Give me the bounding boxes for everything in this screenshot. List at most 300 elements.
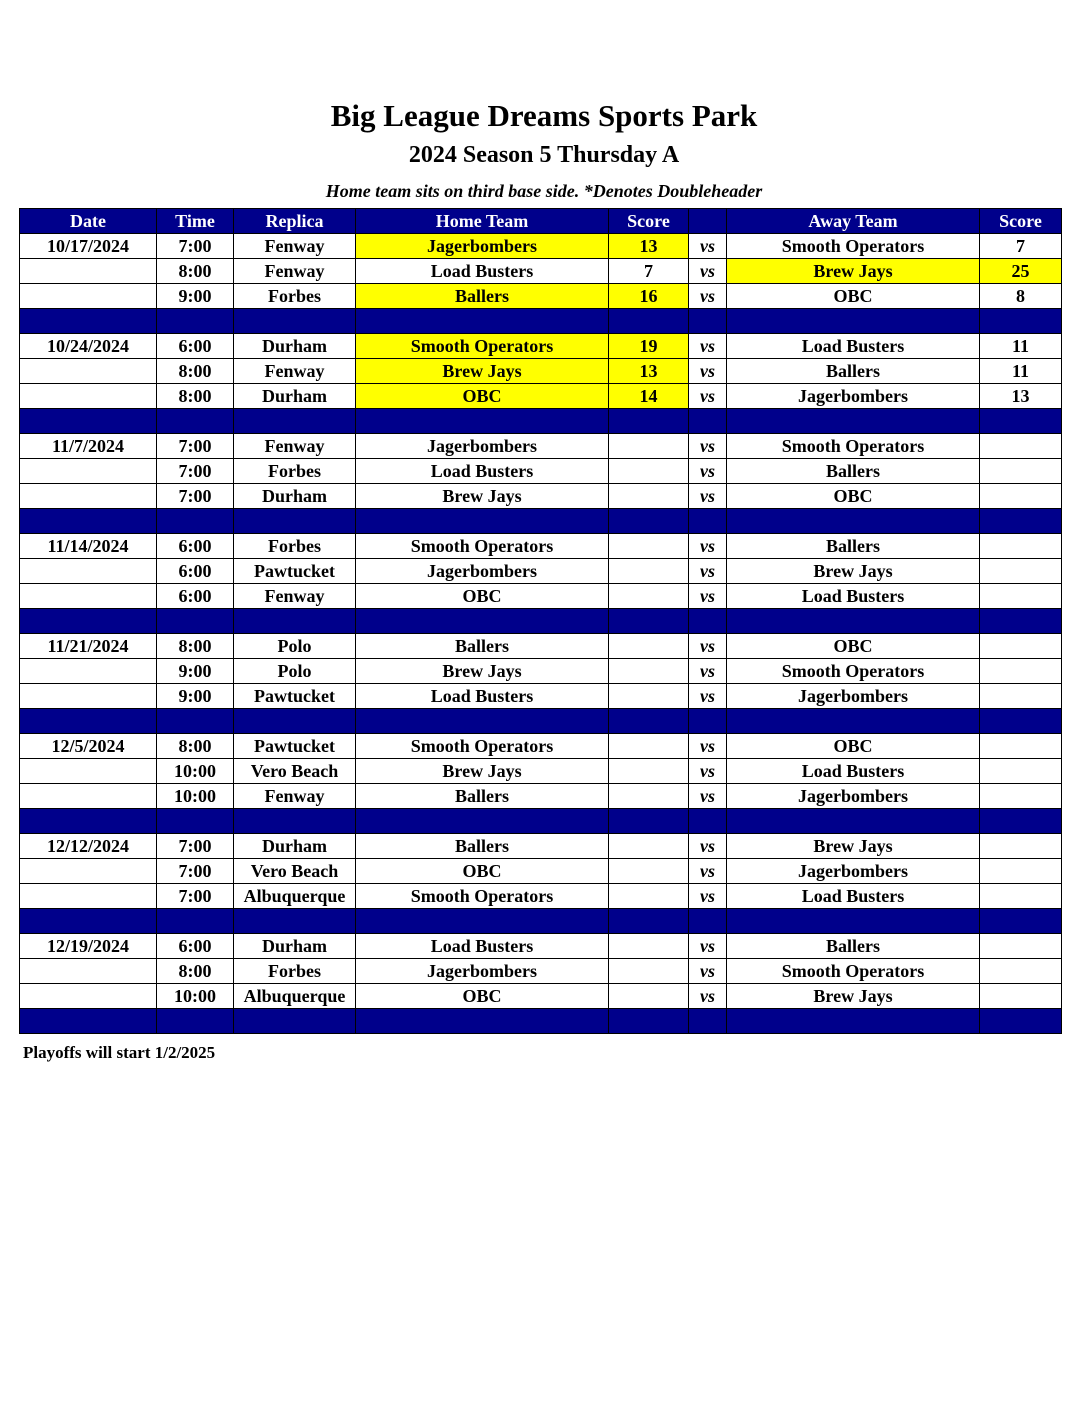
separator-cell — [689, 1009, 727, 1034]
time-cell: 7:00 — [157, 434, 234, 459]
home-score-cell — [609, 934, 689, 959]
home-team-cell: OBC — [356, 859, 609, 884]
separator-cell — [157, 909, 234, 934]
game-row — [20, 659, 1062, 684]
home-team-cell: Jagerbombers — [356, 959, 609, 984]
vs-cell: vs — [689, 259, 727, 284]
replica-cell: Polo — [234, 659, 356, 684]
away-score-cell: 11 — [980, 334, 1062, 359]
separator-cell — [157, 509, 234, 534]
time-cell: 9:00 — [157, 659, 234, 684]
col-time: Time — [157, 209, 234, 234]
separator-cell — [727, 809, 980, 834]
game-row — [20, 834, 1062, 859]
schedule-table — [19, 208, 1062, 1034]
away-team-cell: Smooth Operators — [727, 234, 980, 259]
home-team-cell: Brew Jays — [356, 359, 609, 384]
separator-cell — [609, 509, 689, 534]
time-cell: 7:00 — [157, 234, 234, 259]
home-score-cell — [609, 684, 689, 709]
time-cell: 6:00 — [157, 584, 234, 609]
home-score-cell — [609, 459, 689, 484]
home-team-cell: Load Busters — [356, 259, 609, 284]
time-cell: 8:00 — [157, 384, 234, 409]
vs-cell: vs — [689, 834, 727, 859]
replica-cell: Albuquerque — [234, 984, 356, 1009]
game-row — [20, 859, 1062, 884]
away-score-cell — [980, 534, 1062, 559]
separator-cell — [727, 909, 980, 934]
date-cell: 11/21/2024 — [20, 634, 157, 659]
date-cell — [20, 259, 157, 284]
replica-cell: Fenway — [234, 234, 356, 259]
date-cell: 10/17/2024 — [20, 234, 157, 259]
game-row — [20, 759, 1062, 784]
vs-cell: vs — [689, 859, 727, 884]
separator-cell — [234, 709, 356, 734]
away-team-cell: Brew Jays — [727, 834, 980, 859]
home-score-cell — [609, 734, 689, 759]
separator-cell — [609, 709, 689, 734]
replica-cell: Pawtucket — [234, 559, 356, 584]
separator-cell — [20, 709, 157, 734]
vs-cell: vs — [689, 284, 727, 309]
separator-cell — [609, 309, 689, 334]
away-team-cell: Load Busters — [727, 759, 980, 784]
week-separator-row — [20, 409, 1062, 434]
col-home-team: Home Team — [356, 209, 609, 234]
away-score-cell — [980, 884, 1062, 909]
date-cell: 11/14/2024 — [20, 534, 157, 559]
replica-cell: Forbes — [234, 459, 356, 484]
separator-cell — [689, 909, 727, 934]
away-score-cell — [980, 734, 1062, 759]
vs-cell: vs — [689, 484, 727, 509]
home-score-cell: 13 — [609, 359, 689, 384]
home-score-cell: 16 — [609, 284, 689, 309]
replica-cell: Fenway — [234, 784, 356, 809]
away-score-cell — [980, 659, 1062, 684]
replica-cell: Vero Beach — [234, 759, 356, 784]
time-cell: 7:00 — [157, 834, 234, 859]
game-row — [20, 484, 1062, 509]
away-team-cell: Brew Jays — [727, 984, 980, 1009]
away-score-cell — [980, 859, 1062, 884]
col-date: Date — [20, 209, 157, 234]
separator-cell — [356, 809, 609, 834]
replica-cell: Pawtucket — [234, 734, 356, 759]
vs-cell: vs — [689, 434, 727, 459]
separator-cell — [980, 409, 1062, 434]
home-team-cell: Load Busters — [356, 934, 609, 959]
vs-cell: vs — [689, 534, 727, 559]
away-team-cell: Ballers — [727, 359, 980, 384]
separator-cell — [980, 509, 1062, 534]
replica-cell: Durham — [234, 934, 356, 959]
date-cell — [20, 759, 157, 784]
separator-cell — [356, 1009, 609, 1034]
week-separator-row — [20, 1009, 1062, 1034]
separator-cell — [980, 709, 1062, 734]
game-row — [20, 259, 1062, 284]
away-team-cell: Smooth Operators — [727, 434, 980, 459]
away-score-cell: 25 — [980, 259, 1062, 284]
away-team-cell: OBC — [727, 734, 980, 759]
home-team-cell: Ballers — [356, 634, 609, 659]
away-score-cell — [980, 759, 1062, 784]
away-team-cell: Load Busters — [727, 334, 980, 359]
date-cell — [20, 459, 157, 484]
home-team-cell: Ballers — [356, 284, 609, 309]
away-score-cell: 8 — [980, 284, 1062, 309]
away-score-cell — [980, 959, 1062, 984]
replica-cell: Vero Beach — [234, 859, 356, 884]
home-team-cell: OBC — [356, 584, 609, 609]
away-team-cell: OBC — [727, 284, 980, 309]
playoffs-note: Playoffs will start 1/2/2025 — [23, 1043, 216, 1062]
vs-cell: vs — [689, 584, 727, 609]
away-team-cell: OBC — [727, 484, 980, 509]
away-score-cell — [980, 684, 1062, 709]
separator-cell — [20, 509, 157, 534]
week-separator-row — [20, 309, 1062, 334]
game-row — [20, 959, 1062, 984]
separator-cell — [20, 609, 157, 634]
time-cell: 8:00 — [157, 734, 234, 759]
separator-cell — [234, 809, 356, 834]
time-cell: 6:00 — [157, 334, 234, 359]
time-cell: 10:00 — [157, 784, 234, 809]
replica-cell: Albuquerque — [234, 884, 356, 909]
vs-cell: vs — [689, 934, 727, 959]
away-team-cell: OBC — [727, 634, 980, 659]
game-row — [20, 334, 1062, 359]
away-team-cell: Ballers — [727, 934, 980, 959]
game-row — [20, 434, 1062, 459]
game-row — [20, 534, 1062, 559]
date-cell: 12/12/2024 — [20, 834, 157, 859]
replica-cell: Polo — [234, 634, 356, 659]
separator-cell — [234, 409, 356, 434]
home-score-cell — [609, 584, 689, 609]
time-cell: 9:00 — [157, 684, 234, 709]
game-row — [20, 784, 1062, 809]
game-row — [20, 384, 1062, 409]
away-team-cell: Load Busters — [727, 884, 980, 909]
game-row — [20, 359, 1062, 384]
time-cell: 6:00 — [157, 934, 234, 959]
home-team-cell: Load Busters — [356, 459, 609, 484]
vs-cell: vs — [689, 959, 727, 984]
home-score-cell — [609, 759, 689, 784]
separator-cell — [980, 909, 1062, 934]
away-score-cell — [980, 984, 1062, 1009]
replica-cell: Durham — [234, 834, 356, 859]
home-team-cell: Load Busters — [356, 684, 609, 709]
home-score-cell: 14 — [609, 384, 689, 409]
home-score-cell — [609, 534, 689, 559]
home-score-cell: 7 — [609, 259, 689, 284]
time-cell: 9:00 — [157, 284, 234, 309]
replica-cell: Fenway — [234, 359, 356, 384]
away-score-cell — [980, 834, 1062, 859]
separator-cell — [20, 1009, 157, 1034]
week-separator-row — [20, 609, 1062, 634]
separator-cell — [609, 909, 689, 934]
away-team-cell: Jagerbombers — [727, 384, 980, 409]
away-score-cell: 7 — [980, 234, 1062, 259]
away-team-cell: Jagerbombers — [727, 684, 980, 709]
separator-cell — [689, 309, 727, 334]
separator-cell — [20, 809, 157, 834]
replica-cell: Durham — [234, 334, 356, 359]
vs-cell: vs — [689, 734, 727, 759]
separator-cell — [356, 909, 609, 934]
time-cell: 6:00 — [157, 534, 234, 559]
separator-cell — [234, 509, 356, 534]
vs-cell: vs — [689, 634, 727, 659]
home-score-cell — [609, 959, 689, 984]
away-score-cell: 13 — [980, 384, 1062, 409]
date-cell — [20, 859, 157, 884]
game-row — [20, 984, 1062, 1009]
away-score-cell — [980, 559, 1062, 584]
home-team-cell: Smooth Operators — [356, 534, 609, 559]
separator-cell — [234, 1009, 356, 1034]
separator-cell — [727, 309, 980, 334]
game-row — [20, 734, 1062, 759]
separator-cell — [609, 409, 689, 434]
separator-cell — [980, 609, 1062, 634]
home-team-cell: Ballers — [356, 784, 609, 809]
page-subtitle: 2024 Season 5 Thursday A — [408, 142, 680, 168]
time-cell: 10:00 — [157, 984, 234, 1009]
separator-cell — [20, 909, 157, 934]
week-separator-row — [20, 809, 1062, 834]
away-team-cell: Smooth Operators — [727, 659, 980, 684]
replica-cell: Pawtucket — [234, 684, 356, 709]
replica-cell: Durham — [234, 384, 356, 409]
away-score-cell — [980, 459, 1062, 484]
home-team-cell: Jagerbombers — [356, 234, 609, 259]
home-team-cell: Ballers — [356, 834, 609, 859]
away-score-cell — [980, 584, 1062, 609]
away-score-cell: 11 — [980, 359, 1062, 384]
replica-cell: Forbes — [234, 959, 356, 984]
date-cell — [20, 984, 157, 1009]
date-cell — [20, 384, 157, 409]
home-score-cell — [609, 484, 689, 509]
separator-cell — [609, 1009, 689, 1034]
home-team-cell: OBC — [356, 984, 609, 1009]
vs-cell: vs — [689, 984, 727, 1009]
col-home-score: Score — [609, 209, 689, 234]
time-cell: 7:00 — [157, 459, 234, 484]
col-away-score: Score — [980, 209, 1062, 234]
week-separator-row — [20, 509, 1062, 534]
separator-cell — [609, 609, 689, 634]
date-cell — [20, 559, 157, 584]
time-cell: 6:00 — [157, 559, 234, 584]
date-cell: 12/19/2024 — [20, 934, 157, 959]
away-score-cell — [980, 784, 1062, 809]
separator-cell — [980, 309, 1062, 334]
separator-cell — [727, 409, 980, 434]
week-separator-row — [20, 909, 1062, 934]
time-cell: 8:00 — [157, 959, 234, 984]
time-cell: 7:00 — [157, 884, 234, 909]
vs-cell: vs — [689, 684, 727, 709]
vs-cell: vs — [689, 234, 727, 259]
game-row — [20, 684, 1062, 709]
separator-cell — [157, 809, 234, 834]
away-team-cell: Brew Jays — [727, 559, 980, 584]
separator-cell — [727, 509, 980, 534]
header-row — [20, 209, 1062, 234]
time-cell: 8:00 — [157, 634, 234, 659]
home-team-cell: Smooth Operators — [356, 734, 609, 759]
time-cell: 7:00 — [157, 484, 234, 509]
date-cell: 12/5/2024 — [20, 734, 157, 759]
separator-cell — [609, 809, 689, 834]
home-team-cell: Brew Jays — [356, 659, 609, 684]
home-score-cell — [609, 834, 689, 859]
away-team-cell: Ballers — [727, 534, 980, 559]
vs-cell: vs — [689, 784, 727, 809]
separator-cell — [356, 409, 609, 434]
separator-cell — [356, 509, 609, 534]
away-team-cell: Brew Jays — [727, 259, 980, 284]
page-title: Big League Dreams Sports Park — [330, 98, 758, 133]
away-score-cell — [980, 484, 1062, 509]
separator-cell — [234, 909, 356, 934]
separator-cell — [157, 709, 234, 734]
home-score-cell: 19 — [609, 334, 689, 359]
schedule-body — [20, 234, 1062, 1034]
separator-cell — [980, 1009, 1062, 1034]
game-row — [20, 934, 1062, 959]
away-team-cell: Jagerbombers — [727, 859, 980, 884]
home-team-cell: Jagerbombers — [356, 434, 609, 459]
date-cell: 10/24/2024 — [20, 334, 157, 359]
date-cell — [20, 484, 157, 509]
date-cell — [20, 784, 157, 809]
away-team-cell: Smooth Operators — [727, 959, 980, 984]
away-score-cell — [980, 434, 1062, 459]
week-separator-row — [20, 709, 1062, 734]
replica-cell: Fenway — [234, 259, 356, 284]
separator-cell — [356, 609, 609, 634]
home-team-cell: Jagerbombers — [356, 559, 609, 584]
home-score-cell — [609, 984, 689, 1009]
vs-cell: vs — [689, 359, 727, 384]
col-vs — [689, 209, 727, 234]
time-cell: 7:00 — [157, 859, 234, 884]
home-team-cell: Brew Jays — [356, 759, 609, 784]
separator-cell — [689, 809, 727, 834]
separator-cell — [727, 709, 980, 734]
vs-cell: vs — [689, 659, 727, 684]
date-cell — [20, 684, 157, 709]
vs-cell: vs — [689, 884, 727, 909]
date-cell — [20, 959, 157, 984]
vs-cell: vs — [689, 334, 727, 359]
date-cell — [20, 359, 157, 384]
home-score-cell: 13 — [609, 234, 689, 259]
separator-cell — [689, 609, 727, 634]
game-row — [20, 559, 1062, 584]
time-cell: 8:00 — [157, 359, 234, 384]
home-team-cell: Brew Jays — [356, 484, 609, 509]
game-row — [20, 234, 1062, 259]
time-cell: 10:00 — [157, 759, 234, 784]
away-score-cell — [980, 634, 1062, 659]
away-score-cell — [980, 934, 1062, 959]
doubleheader-note: Home team sits on third base side. *Denotes Doubleheader — [325, 181, 763, 201]
separator-cell — [157, 409, 234, 434]
separator-cell — [689, 409, 727, 434]
separator-cell — [234, 309, 356, 334]
game-row — [20, 634, 1062, 659]
time-cell: 8:00 — [157, 259, 234, 284]
vs-cell: vs — [689, 459, 727, 484]
home-team-cell: Smooth Operators — [356, 334, 609, 359]
home-score-cell — [609, 434, 689, 459]
home-score-cell — [609, 784, 689, 809]
col-away-team: Away Team — [727, 209, 980, 234]
game-row — [20, 884, 1062, 909]
home-score-cell — [609, 659, 689, 684]
vs-cell: vs — [689, 384, 727, 409]
away-team-cell: Jagerbombers — [727, 784, 980, 809]
game-row — [20, 584, 1062, 609]
separator-cell — [980, 809, 1062, 834]
separator-cell — [157, 1009, 234, 1034]
col-replica: Replica — [234, 209, 356, 234]
home-team-cell: Smooth Operators — [356, 884, 609, 909]
separator-cell — [157, 609, 234, 634]
away-team-cell: Ballers — [727, 459, 980, 484]
replica-cell: Fenway — [234, 584, 356, 609]
date-cell: 11/7/2024 — [20, 434, 157, 459]
separator-cell — [356, 709, 609, 734]
separator-cell — [356, 309, 609, 334]
date-cell — [20, 284, 157, 309]
date-cell — [20, 584, 157, 609]
home-score-cell — [609, 859, 689, 884]
vs-cell: vs — [689, 759, 727, 784]
replica-cell: Durham — [234, 484, 356, 509]
date-cell — [20, 659, 157, 684]
separator-cell — [727, 1009, 980, 1034]
separator-cell — [20, 409, 157, 434]
replica-cell: Forbes — [234, 534, 356, 559]
separator-cell — [727, 609, 980, 634]
home-team-cell: OBC — [356, 384, 609, 409]
separator-cell — [157, 309, 234, 334]
away-team-cell: Load Busters — [727, 584, 980, 609]
home-score-cell — [609, 559, 689, 584]
game-row — [20, 284, 1062, 309]
separator-cell — [20, 309, 157, 334]
separator-cell — [689, 709, 727, 734]
vs-cell: vs — [689, 559, 727, 584]
replica-cell: Fenway — [234, 434, 356, 459]
separator-cell — [234, 609, 356, 634]
separator-cell — [689, 509, 727, 534]
replica-cell: Forbes — [234, 284, 356, 309]
date-cell — [20, 884, 157, 909]
